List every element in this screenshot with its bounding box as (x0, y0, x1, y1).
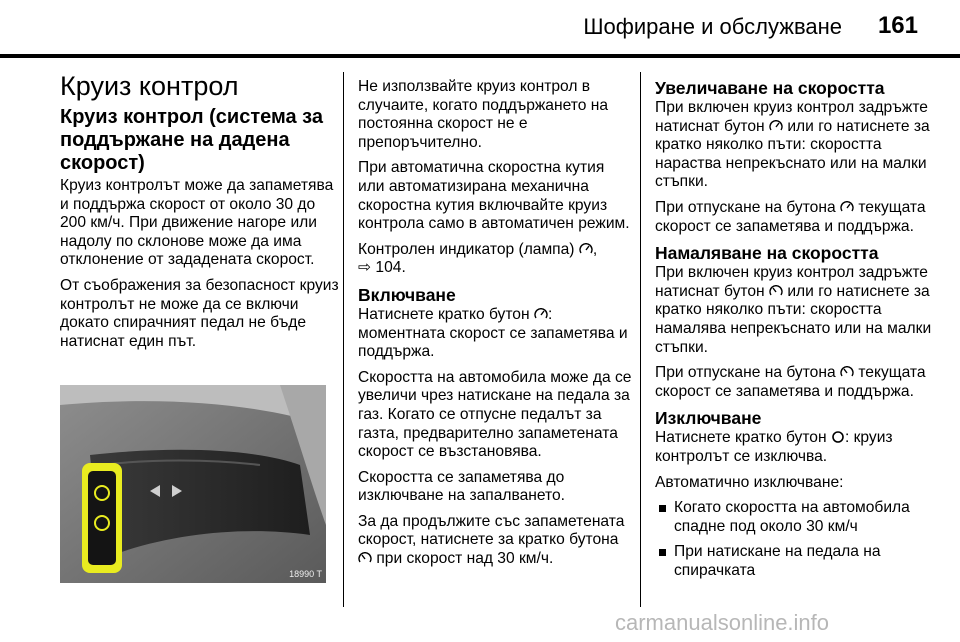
paragraph: Скоростта се запаметява до изключване на запалването. (358, 468, 566, 505)
watermark: carmanualsonline.info (615, 610, 830, 635)
heading-activation: Включване (358, 284, 456, 305)
column-divider-1 (343, 72, 344, 607)
list-item: При натискане на педала на спирачката (655, 543, 947, 580)
resume-plus-icon (769, 285, 783, 297)
header-rule (0, 54, 960, 58)
off-button-icon (831, 431, 845, 443)
stalk-illustration (60, 385, 326, 583)
paragraph: Автоматично изключване: (655, 473, 844, 491)
page-number: 161 (877, 12, 918, 39)
bullet-icon (659, 505, 666, 512)
set-minus-icon (534, 308, 548, 320)
paragraph: При автоматична скоростна кутия или автоматизирана механична скоростна кутия включвайте круиз контрола само в автоматичен режим. (358, 159, 630, 233)
bullet-icon (659, 549, 666, 556)
section-title: Круиз контрол (60, 71, 239, 101)
page-reference: 104. (375, 259, 406, 277)
heading-off: Изключване (655, 408, 762, 429)
paragraph: Скоростта на автомобила може да се увеличи чрез натискане на педала за газ. Когато се отпусне педалът за газта, предварително запаметената скорост се възстановява. (358, 368, 632, 461)
column-divider-2 (640, 72, 641, 607)
paragraph: Контролен индикатор (лампа) (358, 240, 575, 258)
paragraph: Не използвайте круиз контрол в случаите, когато поддържането на постоянна скорост не е препоръчително. (358, 78, 608, 151)
resume-plus-icon (358, 552, 372, 564)
list-item: Когато скоростта на автомобила спадне под около 30 км/ч (655, 499, 947, 536)
cruise-control-icon (579, 243, 593, 255)
heading-decrease: Намаляване на скоростта (655, 243, 879, 264)
image-label: 18990 T (289, 569, 322, 579)
column-2: Не използвайте круиз контрол в случаите, когато поддържането на постоянна скорост не е препоръчително. При автоматична скоростна кутия или автоматизирана механична скоростна кутия включвайте круиз контрола само в автоматичен режим. Контролен индикатор (лампа) , ⇨ 104. Включване Натиснете кратко бутон : моментната скорост се запаметява и поддържа. Скоростта на автомобила може да се увеличи чрез натискане на педала за газ. Когато се отпусне педалът за газта, предварително запаметената скорост се възстановява. Скоростта се запаметява до изключване на запалването. За да продължите със запаметената скорост, натиснете за кратко бутона при скорост над 30 км/ч. (358, 78, 634, 576)
resume-plus-icon (840, 366, 854, 378)
set-minus-icon (840, 201, 854, 213)
column-1 (60, 70, 342, 358)
page-header-title: Шофиране и обслужване (583, 14, 842, 39)
paragraph: Круиз контролът може да запаметява и поддържа скорост от около 30 до 200 км/ч. При движение нагоре или надолу по склонове може да има отклонение от зададената скорост. (60, 177, 334, 269)
reference-arrow-icon: ⇨ (358, 259, 372, 277)
heading-increase: Увеличаване на скоростта (655, 78, 885, 98)
column-3: Увеличаване на скоростта При включен круиз контрол задръжте натиснат бутон или го натиснете за кратко няколко пъти: скоростта нараства непрекъснато или на малки стъпки. При отпускане на бутона текущата скорост се запаметява и поддържа. Намаляване на скоростта При включен круиз контрол задръжте натиснат бутон или го натиснете за кратко няколко пъти: скоростта намалява непрекъснато или на малки стъпки. При отпускане на бутона текущата скорост се запаметява и поддържа. Изключване Натиснете кратко бутон : круиз контролът се изключва. Автоматично изключване: Когато скоростта на автомобила спадне под около 30 км/ч При натискане на педала на спирачката (655, 78, 947, 587)
paragraph: От съображения за безопасност круиз контролът не може да се включи докато спирачният педал не бъде натиснат един път. (60, 276, 339, 350)
subsection-title: Круиз контрол (система за поддържане на дадена скорост) (60, 106, 323, 174)
set-minus-icon (769, 120, 783, 132)
